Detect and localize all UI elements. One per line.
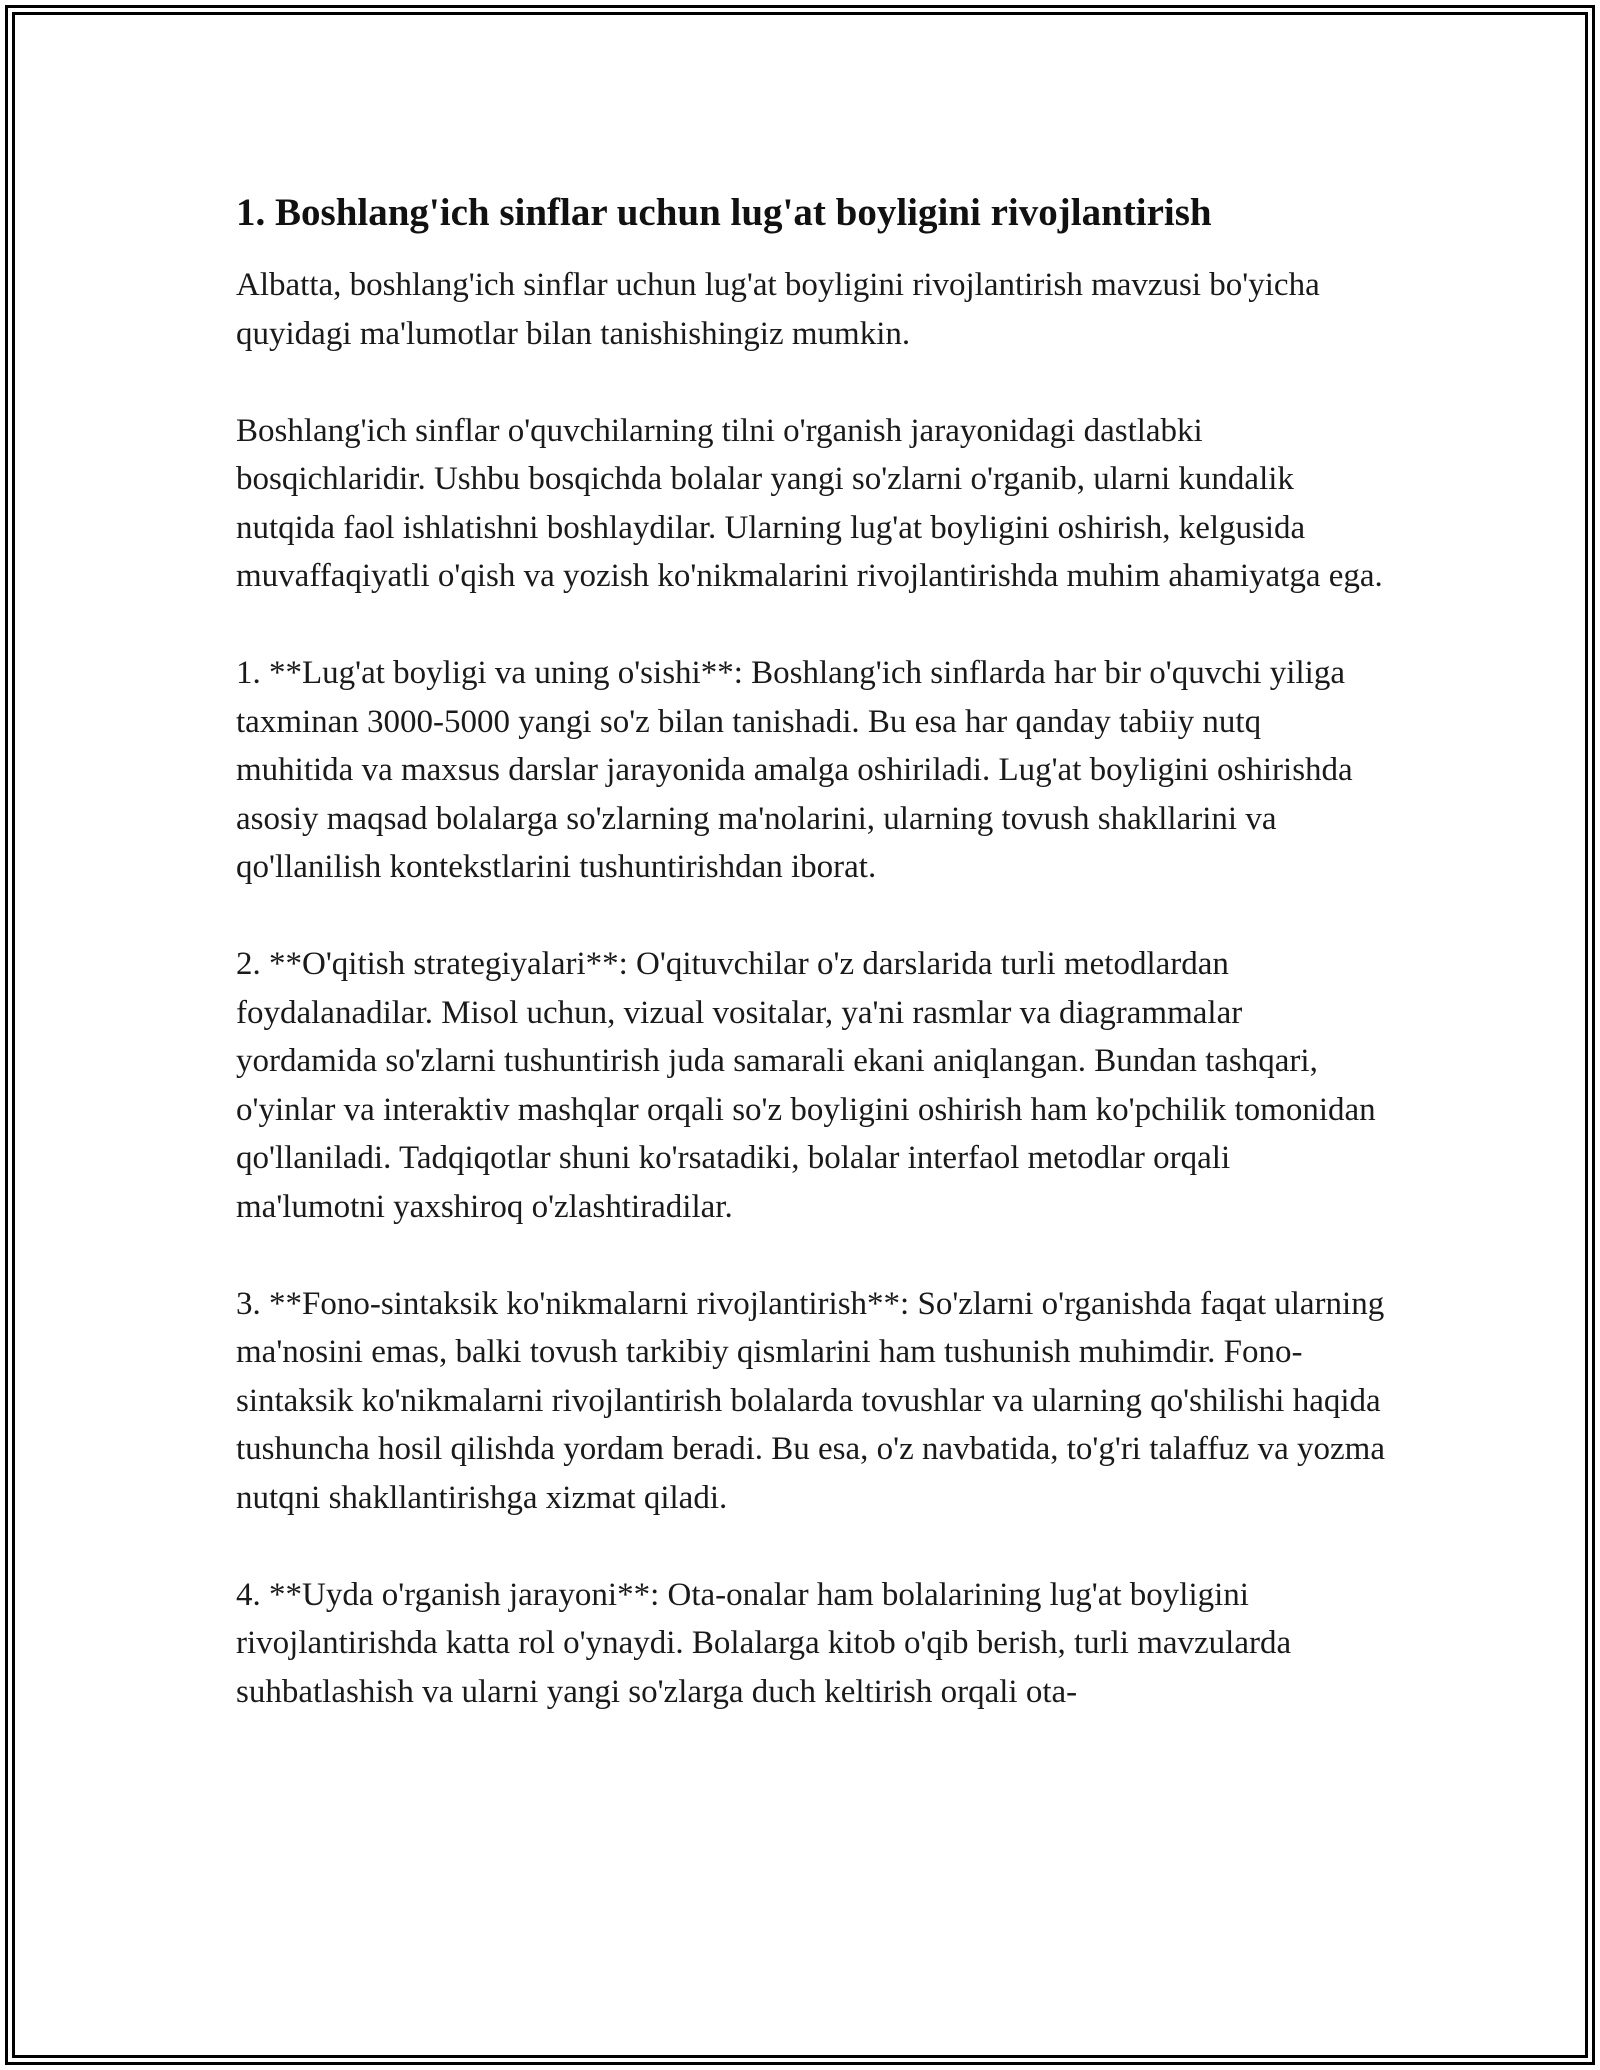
- document-title: 1. Boshlang'ich sinflar uchun lug'at boyligini rivojlantirish: [236, 191, 1212, 234]
- section-4-paragraph: 4. **Uyda o'rganish jarayoni**: Ota-onalar ham bolalarining lug'at boyligini rivojlantirishda katta rol o'ynaydi. Bolalarga kitob o'qib berish, turli mavzularda suhbatlashish va ularni yangi so'zlarga duch keltirish orqali ota-: [236, 1576, 1292, 1710]
- section-1-paragraph: 1. **Lug'at boyligi va uning o'sishi**: Boshlang'ich sinflarda har bir o'quvchi yiliga taxminan 3000-5000 yangi so'z bilan tanishadi. Bu esa har qanday tabiiy nutq muhitida va maxsus darslar jarayonida amalga oshiriladi. Lug'at boyligini oshirishda asosiy maqsad bolalarga so'zlarning ma'nolarini, ularning tovush shakllarini va qo'llanilish kontekstlarini tushuntirishdan iborat.: [236, 655, 1353, 885]
- document-body: [236, 186, 1386, 1765]
- section-3-paragraph: 3. **Fono-sintaksik ko'nikmalarni rivojlantirish**: So'zlarni o'rganishda faqat ularning ma'nosini emas, balki tovush tarkibiy qismlarini ham tushunish muhimdir. Fono-sintaksik ko'nikmalarni rivojlantirish bolalarda tovushlar va ularning qo'shilishi haqida tushuncha hosil qilishda yordam beradi. Bu esa, o'z navbatida, to'g'ri talaffuz va yozma nutqni shakllantirishga xizmat qiladi.: [236, 1285, 1385, 1516]
- context-paragraph: Boshlang'ich sinflar o'quvchilarning tilni o'rganish jarayonidagi dastlabki bosqichlaridir. Ushbu bosqichda bolalar yangi so'zlarni o'rganib, ularni kundalik nutqida faol ishlatishni boshlaydilar. Ularning lug'at boyligini oshirish, kelgusida muvaffaqiyatli o'qish va yozish ko'nikmalarini rivojlantirishda muhim ahamiyatga ega.: [236, 412, 1383, 594]
- intro-paragraph: Albatta, boshlang'ich sinflar uchun lug'at boyligini rivojlantirish mavzusi bo'yicha quyidagi ma'lumotlar bilan tanishishingiz mumkin.: [236, 267, 1320, 352]
- section-2-paragraph: 2. **O'qitish strategiyalari**: O'qituvchilar o'z darslarida turli metodlardan foydalanadilar. Misol uchun, vizual vositalar, ya'ni rasmlar va diagrammalar yordamida so'zlarni tushuntirish juda samarali ekani aniqlangan. Bundan tashqari, o'yinlar va interaktiv mashqlar orqali so'z boyligini oshirish ham ko'pchilik tomonidan qo'llaniladi. Tadqiqotlar shuni ko'rsatadiki, bolalar interfaol metodlar orqali ma'lumotni yaxshiroq o'zlashtiradilar.: [236, 946, 1376, 1225]
